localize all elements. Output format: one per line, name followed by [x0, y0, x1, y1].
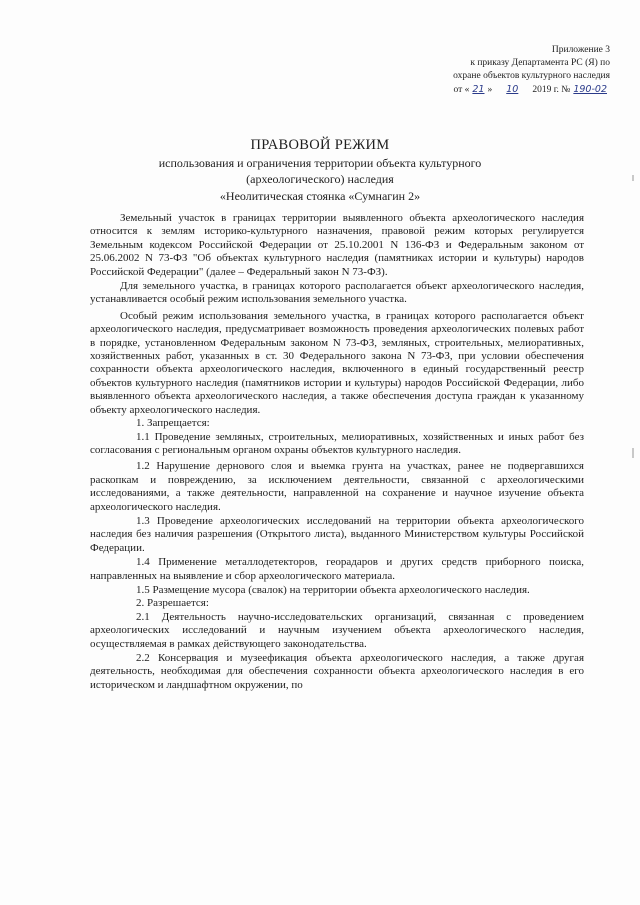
scan-margin-mark: [632, 448, 634, 458]
clause-1-5: 1.5 Размещение мусора (свалок) на территории объекта археологического наследия.: [136, 583, 530, 596]
section-allowed-heading: 2. Разрешается:: [136, 597, 209, 610]
clause-2-2: 2.2 Консервация и музеефикация объекта археологического наследия, а также другая деятельность, необходимая для обеспечения сохранности объекта археологического наследия в его историческом и ландшафтном окружении, по: [90, 652, 584, 691]
date-year-suffix: 2019 г. №: [532, 85, 571, 95]
object-name: «Неолитическая стоянка «Сумнагин 2»: [219, 189, 421, 203]
document-number: 190-02: [573, 84, 607, 95]
date-prefix: от «: [453, 85, 470, 95]
clause-1-1: 1.1 Проведение земляных, строительных, мелиоративных, хозяйственных и иных работ без согласования с региональным органом охраны объектов культурного наследия.: [90, 430, 584, 456]
appendix-header: [400, 44, 610, 97]
clause-2-1: 2.1 Деятельность научно-исследовательских организаций, связанная с проведением археологических исследований и научным изучением объекта археологического наследия, осуществляемая в рамках действующего законодательства.: [90, 610, 584, 650]
date-day: 21: [472, 84, 485, 95]
document-body: [90, 212, 584, 692]
appendix-line-3: охране объектов культурного наследия: [453, 71, 610, 81]
date-mid: »: [487, 85, 493, 95]
appendix-date-line: [400, 83, 610, 97]
document-title: ПРАВОВОЙ РЕЖИМ: [250, 137, 390, 153]
section-prohibited-heading: 1. Запрещается:: [136, 417, 210, 430]
paragraph-intro: Земельный участок в границах территории выявленного объекта археологического наследия относится к землям историко-культурного назначения, правовой режим которых регулируется Земельным кодексом Российской Федерации от 25.10.2001 N 136-ФЗ и Федеральным законом от 25.06.2002 N 73-ФЗ "Об объектах культурного наследия (памятниках истории и культуры) народов Российской Федерации" (далее – Федеральный закон N 73-ФЗ).: [90, 212, 584, 278]
clause-1-2: 1.2 Нарушение дернового слоя и выемка грунта на участках, ранее не подвергавшихся раскопкам и повреждению, за исключением деятельности, связанной с археологическими исследованиями, а также деятельности, направленной на сохранение и научное изучение объекта археологического наследия.: [90, 460, 584, 513]
paragraph-regime-details: Особый режим использования земельного участка, в границах которого располагается объект археологического наследия, предусматривает возможность проведения археологических полевых работ в порядке, установленном Федеральным законом N 73-ФЗ, земляных, строительных, мелиоративных, хозяйственных работ, указанных в ст. 30 Федерального закона N 73-ФЗ, при условии обеспечения сохранности объекта археологического наследия, включенного в единый государственный реестр объектов культурного наследия (памятников истории и культуры) народов Российской Федерации, либо выявленного объекта археологического наследия, а также обеспечения доступа граждан к указанному объекту археологического наследия.: [90, 309, 584, 416]
appendix-line-2: к приказу Департамента РС (Я) по: [470, 58, 610, 68]
clause-1-4: 1.4 Применение металлодетекторов, георадаров и других средств приборного поиска, направленных на выявление и сбор археологического материала.: [90, 556, 584, 582]
appendix-line-1: Приложение 3: [551, 45, 610, 55]
paragraph-special-regime: Для земельного участка, в границах которого располагается объект археологического наследия, устанавливается особый режим использования земельного участка.: [90, 280, 584, 306]
scan-margin-mark: [632, 175, 634, 181]
date-month: 10: [506, 84, 519, 95]
clause-1-3: 1.3 Проведение археологических исследований на территории объекта археологического наследия без наличия разрешения (Открытого листа), выданного Министерством культуры Российской Федерации.: [90, 514, 584, 554]
document-subtitle: использования и ограничения территории объекта культурного (археологического) наследия: [158, 156, 482, 186]
